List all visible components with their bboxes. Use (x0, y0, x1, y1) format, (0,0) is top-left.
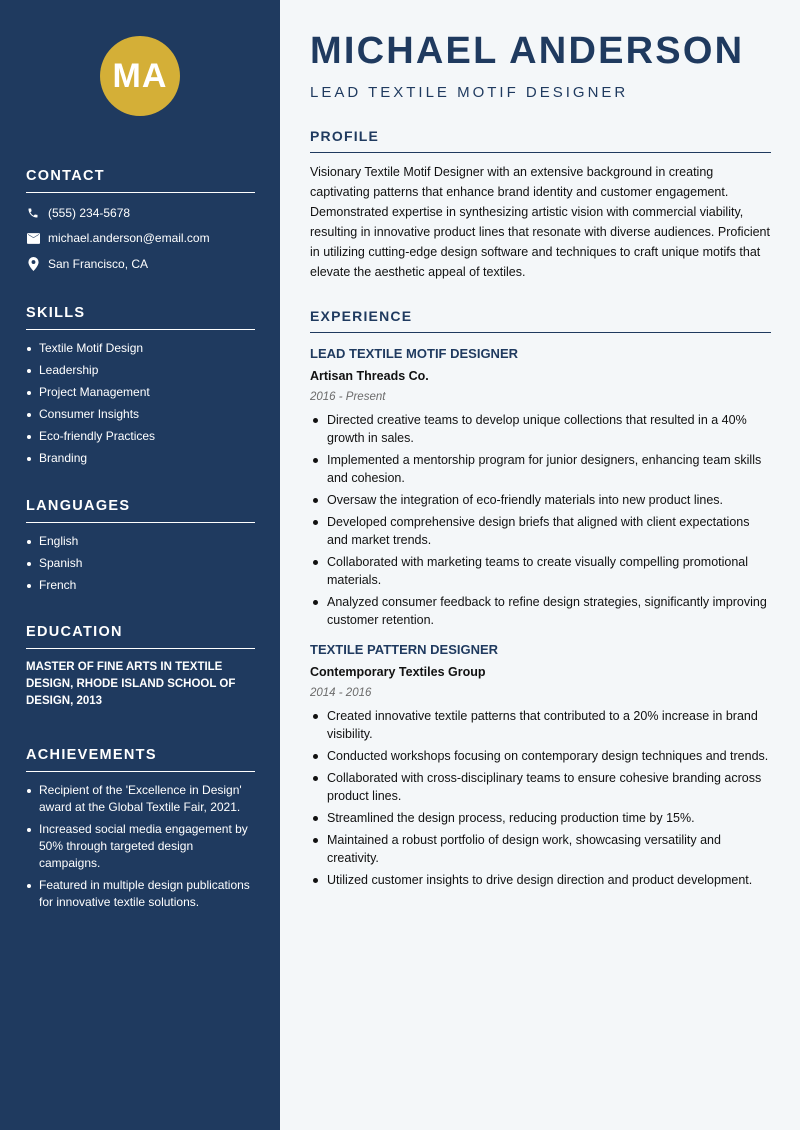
list-item: Streamlined the design process, reducing production time by 15%. (310, 809, 771, 827)
list-item: Consumer Insights (26, 406, 255, 423)
list-item: Recipient of the 'Excellence in Design' award at the Global Textile Fair, 2021. (26, 782, 255, 816)
list-item: Collaborated with marketing teams to create visually compelling promotional materials. (310, 553, 771, 589)
education-heading: EDUCATION (26, 624, 255, 649)
contact-email-text: michael.anderson@email.com (48, 231, 210, 245)
avatar-initials: MA (112, 56, 168, 95)
languages-list (26, 533, 255, 594)
contact-section (26, 168, 255, 281)
contact-list (26, 204, 255, 272)
list-item: French (26, 577, 255, 594)
person-title: LEAD TEXTILE MOTIF DESIGNER (310, 84, 629, 101)
person-name: MICHAEL ANDERSON (310, 30, 745, 72)
experience-section (310, 308, 771, 893)
contact-phone-text: (555) 234-5678 (48, 205, 131, 220)
profile-heading: PROFILE (310, 128, 771, 153)
contact-email[interactable] (26, 230, 255, 247)
contact-location-text: San Francisco, CA (48, 256, 149, 271)
job-title: TEXTILE PATTERN DESIGNER (310, 642, 499, 657)
job-company: Artisan Threads Co. (310, 369, 429, 383)
list-item: Oversaw the integration of eco-friendly materials into new product lines. (310, 491, 771, 509)
list-item: Increased social media engagement by 50% through targeted design campaigns. (26, 821, 255, 872)
contact-heading: CONTACT (26, 168, 255, 193)
job-entry (310, 641, 771, 889)
sidebar (0, 0, 280, 1130)
skills-list (26, 340, 255, 467)
profile-section (310, 128, 771, 282)
profile-text: Visionary Textile Motif Designer with an extensive background in creating captivating patterns that enhance brand identity and customer engagement. Demonstrated expertise in synthesizing artistic vision with commercial viability, resulting in innovative product lines that resonate with diverse audiences. Proficient in utilizing cutting-edge design software and techniques to craft unique motifs that elevate the aesthetic appeal of textiles. (310, 165, 770, 279)
languages-section (26, 498, 255, 599)
skills-heading: SKILLS (26, 305, 255, 330)
list-item: Project Management (26, 384, 255, 401)
list-item: Textile Motif Design (26, 340, 255, 357)
list-item: Utilized customer insights to drive design direction and product development. (310, 871, 771, 889)
list-item: Conducted workshops focusing on contemporary design techniques and trends. (310, 747, 771, 765)
achievements-section (26, 747, 255, 916)
education-entry: MASTER OF FINE ARTS IN TEXTILE DESIGN, RHODE ISLAND SCHOOL OF DESIGN, 2013 (26, 661, 236, 707)
achievements-list (26, 782, 255, 911)
skills-section (26, 305, 255, 472)
education-section (26, 624, 255, 710)
list-item: Spanish (26, 555, 255, 572)
contact-phone[interactable] (26, 204, 255, 221)
phone-icon (26, 206, 40, 220)
languages-heading: LANGUAGES (26, 498, 255, 523)
list-item: Maintained a robust portfolio of design work, showcasing versatility and creativity. (310, 831, 771, 867)
list-item: Implemented a mentorship program for junior designers, enhancing team skills and cohesion. (310, 451, 771, 487)
list-item: Directed creative teams to develop unique collections that resulted in a 40% growth in sales. (310, 411, 771, 447)
job-company: Contemporary Textiles Group (310, 665, 486, 679)
list-item: Eco-friendly Practices (26, 428, 255, 445)
avatar (100, 36, 180, 116)
list-item: Analyzed consumer feedback to refine design strategies, significantly improving customer retention. (310, 593, 771, 629)
job-entry (310, 345, 771, 629)
job-dates: 2016 - Present (310, 391, 386, 403)
job-bullets (310, 707, 771, 889)
contact-location (26, 255, 255, 272)
list-item: English (26, 533, 255, 550)
list-item: Created innovative textile patterns that contributed to a 20% increase in brand visibility. (310, 707, 771, 743)
list-item: Leadership (26, 362, 255, 379)
job-dates: 2014 - 2016 (310, 687, 372, 699)
map-pin-icon (26, 257, 40, 271)
list-item: Branding (26, 450, 255, 467)
job-bullets (310, 411, 771, 629)
experience-heading: EXPERIENCE (310, 308, 771, 333)
achievements-heading: ACHIEVEMENTS (26, 747, 255, 772)
list-item: Featured in multiple design publications for innovative textile solutions. (26, 877, 255, 911)
list-item: Collaborated with cross-disciplinary teams to ensure cohesive branding across product lines. (310, 769, 771, 805)
list-item: Developed comprehensive design briefs that aligned with client expectations and market trends. (310, 513, 771, 549)
job-title: LEAD TEXTILE MOTIF DESIGNER (310, 346, 519, 361)
envelope-icon (26, 231, 40, 245)
